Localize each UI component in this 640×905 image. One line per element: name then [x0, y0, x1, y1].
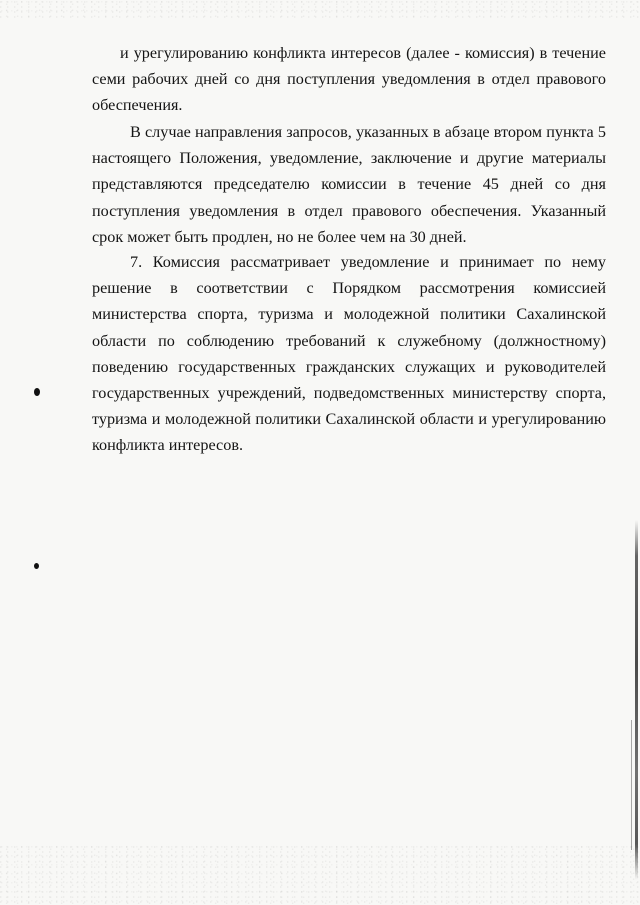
scan-noise-top — [0, 0, 640, 18]
punch-hole-mark — [34, 388, 40, 396]
paragraph-continuation: и урегулированию конфликта интересов (далее - комиссия) в течение семи рабочих дней со дня поступления уведомления в отдел правового обеспечения. — [92, 44, 606, 115]
paragraph-requests: В случае направления запросов, указанных в абзаце втором пункта 5 настоящего Положения, уведомление, заключение и другие материалы представляются председателю комиссии в течение 45 дней со дня поступления уведомления в отдел правового обеспечения. Указанный срок может быть продлен, но не более чем на 30 дней. — [92, 123, 606, 246]
scan-noise-bottom — [0, 845, 640, 905]
scan-edge-shadow — [635, 520, 638, 880]
punch-hole-mark — [34, 563, 39, 569]
paragraph-item-7: 7. Комиссия рассматривает уведомление и принимает по нему решение в соответствии с Порядком рассмотрения комиссией министерства спорта, туризма и молодежной политики Сахалинской области по соблюдению требований к служебному (должностному) поведению государственных гражданских служащих и руководителей государственных учреждений, подведомственных министерству спорта, туризма и молодежной политики Сахалинской области и урегулированию конфликта интересов. — [92, 253, 606, 455]
scan-edge-line — [631, 720, 632, 850]
